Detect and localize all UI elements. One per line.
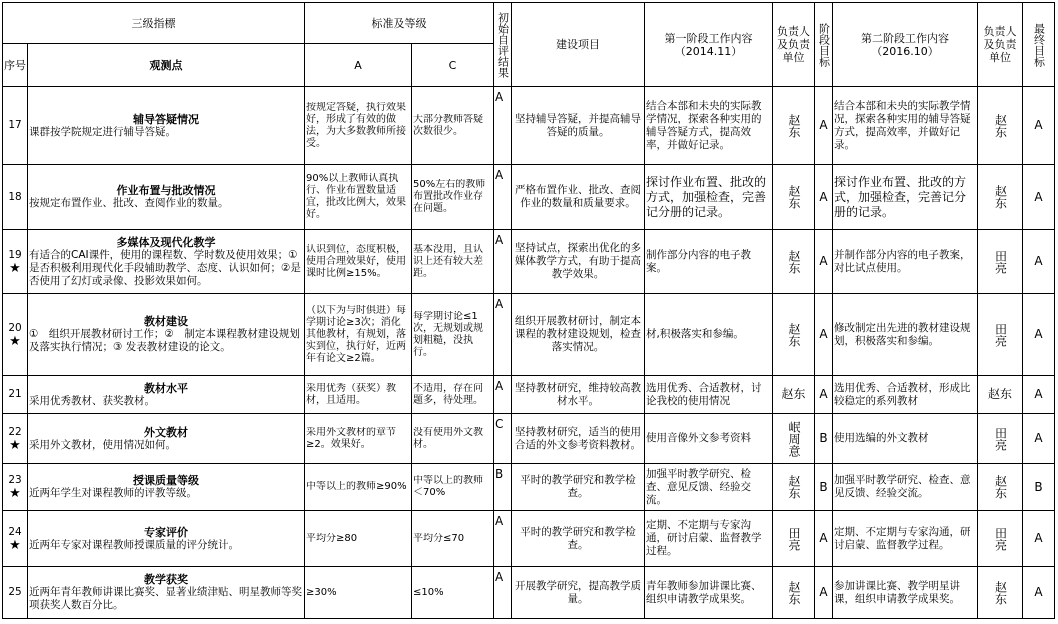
indicator-desc: 按规定布置作业、批改、查阅作业的数量。 <box>29 197 229 209</box>
table-body <box>3 87 1055 619</box>
row-final-target: A <box>1023 414 1055 464</box>
indicator-title: 专家评价 <box>144 525 188 539</box>
row-initial-eval: B <box>494 464 512 511</box>
row-stage1-person: 岷周意 <box>773 414 815 464</box>
row-grade-a: 平均分≥80 <box>305 511 412 567</box>
row-grade-a: （以下为与时俱进）每学期讨论≥3次；消化其他教材，有规划，落实到位，执行好，近两年有论文≥2篇。 <box>305 294 412 376</box>
row-stage2: 定期、不定期与专家沟通，研讨启蒙、监督教学过程。 <box>833 511 978 567</box>
row-stage1-person: 赵东 <box>773 567 815 619</box>
row-seq: 22 ★ <box>3 414 28 464</box>
row-seq: 24 ★ <box>3 511 28 567</box>
row-stage2: 探讨作业布置、批改的方式，加强检查，完善记分册的记录。 <box>833 165 978 230</box>
row-grade-a: 中等以上的教师≥90% <box>305 464 412 511</box>
row-stage1-person: 赵东 <box>773 230 815 294</box>
table-row <box>3 414 1055 464</box>
header-stage1-person: 负责人及负责单位 <box>773 3 815 87</box>
row-stage1: 制作部分内容的电子教案。 <box>645 230 773 294</box>
row-stage2-person: 赵东 <box>978 376 1023 414</box>
row-project: 坚持教材研究，适当的使用合适的外文参考资料教材。 <box>512 414 645 464</box>
row-grade-a: 90%以上教师认真执行、作业布置数量适宜，批改比例大，效果好。 <box>305 165 412 230</box>
indicator-desc: 采用外文教材，使用情况如何。 <box>29 438 176 451</box>
row-observation <box>28 511 305 567</box>
header-row-1 <box>3 3 1055 44</box>
row-final-target: A <box>1023 87 1055 165</box>
row-final-target: B <box>1023 464 1055 511</box>
row-stage1-person: 赵东 <box>773 87 815 165</box>
row-project: 坚持试点，探索出优化的多媒体教学方式，有助于提高教学效果。 <box>512 230 645 294</box>
header-observation: 观测点 <box>28 44 305 87</box>
row-stage-target: A <box>815 165 833 230</box>
row-stage2: 结合本部和未央的实际教学情况，探索各种实用的辅导答疑方式，提高效率，并做好记录。 <box>833 87 978 165</box>
row-stage1-person: 赵东 <box>773 165 815 230</box>
header-standard-group: 标准及等级 <box>305 3 494 44</box>
indicator-title: 教学获奖 <box>144 573 188 586</box>
indicator-desc: ① 组织开展教材研讨工作；② 制定本课程教材建设规划及落实执行情况；③ 发表教材建设的论文。 <box>29 328 300 353</box>
row-stage1: 结合本部和未央的实际教学情况，探索各种实用的辅导答疑方式，提高效率，并做好记录。 <box>645 87 773 165</box>
key-indicator-star: ★ <box>9 333 21 349</box>
table-row <box>3 87 1055 165</box>
indicator-desc: 有适合的CAI课件，使用的课程数、学时数及使用效果；①是否积极利用现代化手段辅助教学、态度、认识如何；②是否使用了幻灯或录像、投影效果如何。 <box>29 248 301 287</box>
row-stage1: 使用音像外文参考资料 <box>645 414 773 464</box>
row-grade-c: 中等以上的教师＜70% <box>412 464 494 511</box>
indicator-title: 教材水平 <box>144 381 188 395</box>
header-stage2-person: 负责人及负责单位 <box>978 3 1023 87</box>
row-stage2-person: 赵东 <box>978 464 1023 511</box>
row-observation <box>28 230 305 294</box>
row-stage-target: A <box>815 511 833 567</box>
row-stage2: 加强平时教学研究、检查、意见反馈、经验交流。 <box>833 464 978 511</box>
key-indicator-star: ★ <box>9 260 21 276</box>
row-stage2-person: 赵东 <box>978 165 1023 230</box>
row-stage-target: A <box>815 376 833 414</box>
row-project: 严格布置作业、批改、查阅作业的数量和质量要求。 <box>512 165 645 230</box>
indicator-title: 辅导答疑情况 <box>133 112 199 126</box>
table-row <box>3 464 1055 511</box>
row-project: 组织开展教材研讨，制定本课程的教材建设规划，检查落实情况。 <box>512 294 645 376</box>
row-final-target: A <box>1023 567 1055 619</box>
row-seq: 25 <box>3 567 28 619</box>
row-stage2-person: 赵东 <box>978 567 1023 619</box>
row-observation <box>28 567 305 619</box>
row-initial-eval: A <box>494 165 512 230</box>
row-observation <box>28 165 305 230</box>
row-seq: 23 ★ <box>3 464 28 511</box>
row-final-target: A <box>1023 511 1055 567</box>
evaluation-table <box>2 2 1055 619</box>
row-observation <box>28 294 305 376</box>
row-stage1-person: 赵东 <box>773 376 815 414</box>
row-observation <box>28 376 305 414</box>
row-grade-a: 认识到位，态度积极，使用合理效果好，使用课时比例≥15%。 <box>305 230 412 294</box>
row-stage1: 材,积极落实和参编。 <box>645 294 773 376</box>
row-grade-c: ≤10% <box>412 567 494 619</box>
header-project: 建设项目 <box>512 3 645 87</box>
row-grade-c: 50%左右的教师布置批改作业存在问题。 <box>412 165 494 230</box>
row-seq: 19 ★ <box>3 230 28 294</box>
key-indicator-star: ★ <box>9 437 21 453</box>
indicator-desc: 课群按学院规定进行辅导答疑。 <box>29 125 176 138</box>
row-stage-target: A <box>815 294 833 376</box>
row-stage1: 探讨作业布置、批改的方式，加强检查，完善记分册的记录。 <box>645 165 773 230</box>
row-project: 平时的教学研究和教学检查。 <box>512 511 645 567</box>
row-observation <box>28 87 305 165</box>
row-project: 平时的教学研究和教学检查。 <box>512 464 645 511</box>
key-indicator-star: ★ <box>9 537 21 553</box>
header-final-target: 最终目标 <box>1023 3 1055 87</box>
row-stage1-person: 赵东 <box>773 294 815 376</box>
row-grade-c: 没有使用外文教材。 <box>412 414 494 464</box>
row-initial-eval: A <box>494 511 512 567</box>
row-grade-c: 不适用，存在问题多，待处理。 <box>412 376 494 414</box>
row-grade-c: 大部分教师答疑次数很少。 <box>412 87 494 165</box>
table-row <box>3 165 1055 230</box>
row-observation <box>28 464 305 511</box>
row-stage2: 使用选编的外文教材 <box>833 414 978 464</box>
indicator-title: 授课质量等级 <box>133 474 199 487</box>
header-stage2: 第二阶段工作内容（2016.10） <box>833 3 978 87</box>
row-stage2-person: 田亮 <box>978 294 1023 376</box>
row-seq: 18 <box>3 165 28 230</box>
row-stage-target: A <box>815 567 833 619</box>
row-observation <box>28 414 305 464</box>
row-stage1: 青年教师参加讲课比赛、组织申请教学成果奖。 <box>645 567 773 619</box>
row-grade-c: 平均分≤70 <box>412 511 494 567</box>
row-initial-eval: A <box>494 294 512 376</box>
row-stage1-person: 田亮 <box>773 511 815 567</box>
header-seq: 序号 <box>3 44 28 87</box>
row-stage1: 加强平时教学研究、检查、意见反馈、经验交流。 <box>645 464 773 511</box>
row-seq: 20 ★ <box>3 294 28 376</box>
table-row <box>3 567 1055 619</box>
row-grade-a: 按规定答疑，执行效果好，形成了有效的做法，为大多数教师所接受。 <box>305 87 412 165</box>
table-row <box>3 230 1055 294</box>
table-row <box>3 511 1055 567</box>
row-grade-a: ≥30% <box>305 567 412 619</box>
row-grade-a: 采用外文教材的章节≥2。效果好。 <box>305 414 412 464</box>
row-stage-target: B <box>815 464 833 511</box>
row-initial-eval: A <box>494 87 512 165</box>
header-stage1: 第一阶段工作内容（2014.11） <box>645 3 773 87</box>
row-grade-a: 采用优秀（获奖）教材，且适用。 <box>305 376 412 414</box>
row-stage2: 并制作部分内容的电子教案，对比试点使用。 <box>833 230 978 294</box>
indicator-title: 外文教材 <box>144 425 188 439</box>
row-stage2-person: 田亮 <box>978 511 1023 567</box>
row-initial-eval: C <box>494 414 512 464</box>
row-project: 坚持辅导答疑，并提高辅导答疑的质量。 <box>512 87 645 165</box>
row-stage2-person: 田亮 <box>978 414 1023 464</box>
row-project: 开展教学研究，提高教学质量。 <box>512 567 645 619</box>
row-final-target: A <box>1023 376 1055 414</box>
row-final-target: A <box>1023 294 1055 376</box>
row-stage2: 参加讲课比赛、教学明星讲课，组织申请教学成果奖。 <box>833 567 978 619</box>
row-initial-eval: A <box>494 230 512 294</box>
header-index-group: 三级指標 <box>3 3 305 44</box>
row-stage2-person: 赵东 <box>978 87 1023 165</box>
indicator-desc: 采用优秀教材、获奖教材。 <box>29 394 155 407</box>
row-stage-target: A <box>815 230 833 294</box>
header-grade-c: C <box>412 44 494 87</box>
row-initial-eval: A <box>494 567 512 619</box>
indicator-desc: 近两年青年教师讲课比赛奖、显著业绩津贴、明星教师等奖项获奖人数百分比。 <box>29 586 302 611</box>
row-initial-eval: A <box>494 376 512 414</box>
row-stage1: 选用优秀、合适教材，讨论我校的使用情况 <box>645 376 773 414</box>
row-final-target: A <box>1023 230 1055 294</box>
row-stage2-person: 田亮 <box>978 230 1023 294</box>
row-stage1-person: 赵东 <box>773 464 815 511</box>
key-indicator-star: ★ <box>9 486 21 501</box>
row-stage2: 修改制定出先进的教材建设规划，积极落实和参编。 <box>833 294 978 376</box>
row-grade-c: 基本没用，且认识上还有较大差距。 <box>412 230 494 294</box>
row-seq: 21 <box>3 376 28 414</box>
table-row <box>3 294 1055 376</box>
row-seq: 17 <box>3 87 28 165</box>
indicator-desc: 近两年学生对课程教师的评教等级。 <box>29 487 197 499</box>
header-stage-target: 阶段目标 <box>815 3 833 87</box>
header-grade-a: A <box>305 44 412 87</box>
row-project: 坚持教材研究，维持较高教材水平。 <box>512 376 645 414</box>
row-grade-c: 每学期讨论≤1次，无规划或规划粗糙，没执行。 <box>412 294 494 376</box>
indicator-desc: 近两年专家对课程教师授课质量的评分统计。 <box>29 538 239 551</box>
table-row <box>3 376 1055 414</box>
row-final-target: A <box>1023 165 1055 230</box>
row-stage-target: B <box>815 414 833 464</box>
row-stage1: 定期、不定期与专家沟通，研讨启蒙、监督教学过程。 <box>645 511 773 567</box>
header-initial-eval: 初始自评结果 <box>494 3 512 87</box>
indicator-title: 作业布置与批改情况 <box>116 184 216 197</box>
row-stage-target: A <box>815 87 833 165</box>
row-stage2: 选用优秀、合适教材，形成比较稳定的系列教材 <box>833 376 978 414</box>
indicator-title: 多媒体及现代化教学 <box>116 235 216 249</box>
indicator-title: 教材建设 <box>144 315 188 328</box>
